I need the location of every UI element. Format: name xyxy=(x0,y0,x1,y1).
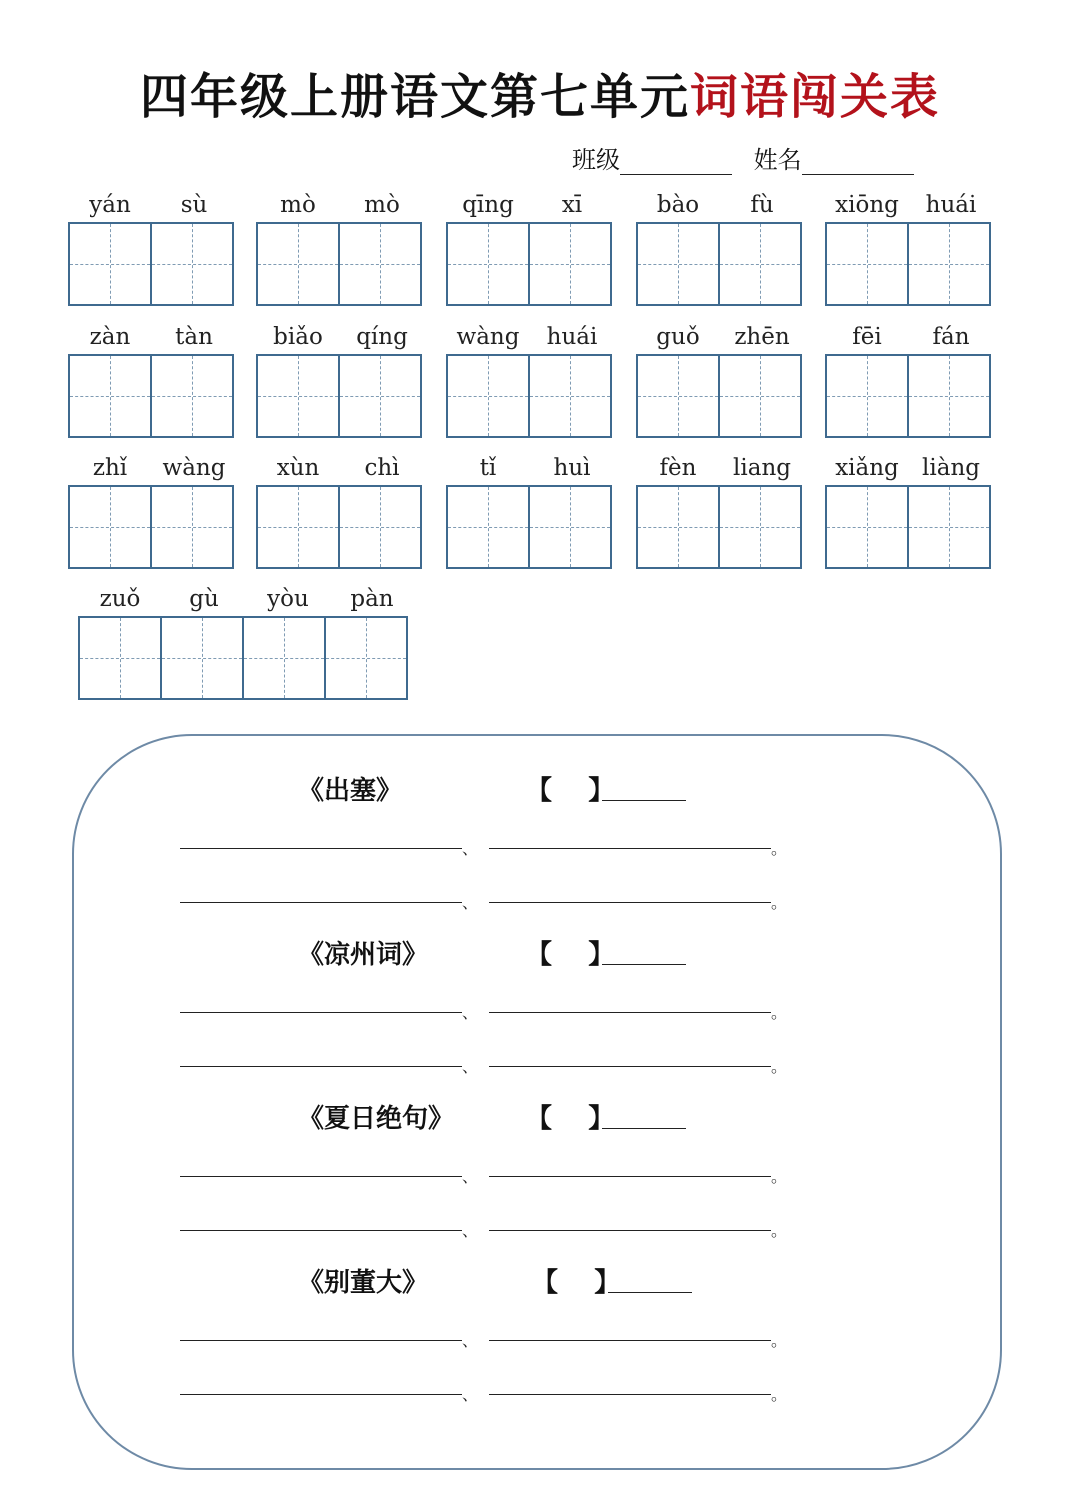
pinyin-row xyxy=(256,455,424,485)
tianzige-box[interactable] xyxy=(256,222,340,306)
tianzige-box[interactable] xyxy=(528,485,612,569)
pinyin: mò xyxy=(280,192,316,218)
period-mark: 。 xyxy=(771,839,788,858)
answer-bracket[interactable]: 【 】 xyxy=(526,940,615,970)
word-item xyxy=(446,324,614,438)
word-item xyxy=(825,324,993,438)
tianzige-box[interactable] xyxy=(68,354,152,438)
verse-blank[interactable] xyxy=(489,1012,771,1013)
tianzige-box[interactable] xyxy=(68,222,152,306)
word-item xyxy=(68,455,236,569)
tianzige-box[interactable] xyxy=(338,222,422,306)
tianzige-box[interactable] xyxy=(150,485,234,569)
word-item xyxy=(825,455,993,569)
pinyin-row xyxy=(68,192,236,222)
word-item xyxy=(256,192,424,306)
answer-bracket[interactable]: 【 】 xyxy=(526,1104,615,1134)
word-item xyxy=(825,192,993,306)
pinyin: tàn xyxy=(175,324,213,350)
tianzige-box[interactable] xyxy=(446,485,530,569)
pinyin: biǎo xyxy=(273,324,323,350)
word-item xyxy=(78,586,414,700)
pinyin: xùn xyxy=(276,455,320,481)
tianzige-box[interactable] xyxy=(825,354,909,438)
writing-boxes xyxy=(68,485,236,569)
pinyin: gù xyxy=(189,586,219,612)
word-item xyxy=(636,324,804,438)
pinyin: pàn xyxy=(350,586,394,612)
word-item xyxy=(256,324,424,438)
comma-mark: 、 xyxy=(462,1221,479,1240)
answer-bracket[interactable]: 【 】 xyxy=(532,1268,621,1298)
pinyin: tǐ xyxy=(479,455,497,481)
tianzige-box[interactable] xyxy=(825,222,909,306)
word-item xyxy=(636,192,804,306)
writing-boxes xyxy=(446,354,614,438)
pinyin-row xyxy=(256,324,424,354)
title-main: 四年级上册语文第七单元 xyxy=(139,69,690,125)
pinyin-row xyxy=(78,586,414,616)
tianzige-box[interactable] xyxy=(718,354,802,438)
writing-boxes xyxy=(256,485,424,569)
name-label: 姓名 xyxy=(753,146,802,174)
tianzige-box[interactable] xyxy=(446,354,530,438)
pinyin: zhēn xyxy=(734,324,790,350)
comma-mark: 、 xyxy=(462,893,479,912)
tianzige-box[interactable] xyxy=(528,354,612,438)
verse-blank[interactable] xyxy=(489,1230,771,1231)
period-mark: 。 xyxy=(771,1003,788,1022)
verse-blank[interactable] xyxy=(489,1176,771,1177)
writing-boxes xyxy=(825,354,993,438)
pinyin: guǒ xyxy=(656,324,700,350)
writing-boxes xyxy=(825,485,993,569)
tianzige-box[interactable] xyxy=(78,616,162,700)
period-mark: 。 xyxy=(771,1057,788,1076)
worksheet-title xyxy=(0,58,1080,127)
poem-title: 《出塞》 xyxy=(298,776,403,806)
word-item xyxy=(446,455,614,569)
tianzige-box[interactable] xyxy=(446,222,530,306)
tianzige-box[interactable] xyxy=(256,485,340,569)
pinyin: xī xyxy=(561,192,583,218)
pinyin: huì xyxy=(553,455,591,481)
tianzige-box[interactable] xyxy=(324,616,408,700)
verse-blank[interactable] xyxy=(489,1066,771,1067)
verse-blank[interactable] xyxy=(489,902,771,903)
verse-blank[interactable] xyxy=(180,1340,462,1341)
tianzige-box[interactable] xyxy=(907,485,991,569)
tianzige-box[interactable] xyxy=(528,222,612,306)
name-blank[interactable] xyxy=(802,148,914,175)
comma-mark: 、 xyxy=(462,1057,479,1076)
pinyin: liàng xyxy=(922,455,980,481)
pinyin: qīng xyxy=(462,192,514,218)
poem-title: 《凉州词》 xyxy=(298,940,429,970)
pinyin-row xyxy=(446,324,614,354)
author-blank[interactable] xyxy=(602,964,686,965)
pinyin: fù xyxy=(750,192,774,218)
author-blank[interactable] xyxy=(602,1128,686,1129)
tianzige-box[interactable] xyxy=(718,222,802,306)
answer-bracket[interactable]: 【 】 xyxy=(526,776,615,806)
writing-boxes xyxy=(446,222,614,306)
writing-boxes xyxy=(68,354,236,438)
tianzige-box[interactable] xyxy=(150,222,234,306)
verse-blank[interactable] xyxy=(180,1012,462,1013)
writing-boxes xyxy=(68,222,236,306)
tianzige-box[interactable] xyxy=(636,485,720,569)
pinyin: wàng xyxy=(456,324,520,350)
writing-boxes xyxy=(636,354,804,438)
pinyin: zhǐ xyxy=(92,455,128,481)
writing-boxes xyxy=(78,616,414,700)
pinyin: qíng xyxy=(356,324,408,350)
pinyin-row xyxy=(68,324,236,354)
pinyin: fán xyxy=(932,324,970,350)
pinyin: sù xyxy=(180,192,208,218)
tianzige-box[interactable] xyxy=(907,354,991,438)
verse-blank[interactable] xyxy=(489,848,771,849)
tianzige-box[interactable] xyxy=(636,354,720,438)
pinyin: yán xyxy=(89,192,131,218)
word-item xyxy=(68,324,236,438)
pinyin: zàn xyxy=(89,324,131,350)
pinyin: bào xyxy=(656,192,700,218)
tianzige-box[interactable] xyxy=(256,354,340,438)
pinyin: zuǒ xyxy=(99,586,141,612)
pinyin: fèn xyxy=(659,455,697,481)
verse-blank[interactable] xyxy=(489,1394,771,1395)
verse-blank[interactable] xyxy=(180,902,462,903)
period-mark: 。 xyxy=(771,1167,788,1186)
pinyin-row xyxy=(636,455,804,485)
tianzige-box[interactable] xyxy=(338,354,422,438)
pinyin-row xyxy=(446,455,614,485)
pinyin-row xyxy=(636,324,804,354)
tianzige-box[interactable] xyxy=(150,354,234,438)
verse-blank[interactable] xyxy=(180,1394,462,1395)
comma-mark: 、 xyxy=(462,839,479,858)
tianzige-box[interactable] xyxy=(338,485,422,569)
word-item xyxy=(636,455,804,569)
tianzige-box[interactable] xyxy=(636,222,720,306)
word-item xyxy=(446,192,614,306)
pinyin-row xyxy=(256,192,424,222)
verse-blank[interactable] xyxy=(180,1176,462,1177)
pinyin: liang xyxy=(733,455,791,481)
verse-blank[interactable] xyxy=(489,1340,771,1341)
period-mark: 。 xyxy=(771,1331,788,1350)
verse-blank[interactable] xyxy=(180,1066,462,1067)
pinyin: huái xyxy=(925,192,977,218)
word-item xyxy=(68,192,236,306)
pinyin-row xyxy=(636,192,804,222)
writing-boxes xyxy=(636,222,804,306)
pinyin: huái xyxy=(546,324,598,350)
tianzige-box[interactable] xyxy=(825,485,909,569)
comma-mark: 、 xyxy=(462,1003,479,1022)
tianzige-box[interactable] xyxy=(160,616,244,700)
class-blank[interactable] xyxy=(620,148,732,175)
author-blank[interactable] xyxy=(608,1292,692,1293)
comma-mark: 、 xyxy=(462,1331,479,1350)
pinyin: yòu xyxy=(267,586,309,612)
poem-title: 《夏日绝句》 xyxy=(298,1104,455,1134)
pinyin-row xyxy=(825,324,993,354)
writing-boxes xyxy=(256,222,424,306)
verse-blank[interactable] xyxy=(180,1230,462,1231)
tianzige-box[interactable] xyxy=(907,222,991,306)
tianzige-box[interactable] xyxy=(718,485,802,569)
writing-boxes xyxy=(825,222,993,306)
period-mark: 。 xyxy=(771,1385,788,1404)
writing-boxes xyxy=(636,485,804,569)
pinyin-row xyxy=(446,192,614,222)
pinyin-row xyxy=(68,455,236,485)
pinyin-row xyxy=(825,192,993,222)
pinyin: wàng xyxy=(162,455,226,481)
pinyin: xiōng xyxy=(835,192,899,218)
writing-boxes xyxy=(256,354,424,438)
pinyin: xiǎng xyxy=(835,455,899,481)
class-label: 班级 xyxy=(572,146,620,174)
writing-boxes xyxy=(446,485,614,569)
period-mark: 。 xyxy=(771,1221,788,1240)
comma-mark: 、 xyxy=(462,1167,479,1186)
verse-blank[interactable] xyxy=(180,848,462,849)
pinyin: fēi xyxy=(852,324,882,350)
pinyin: chì xyxy=(364,455,400,481)
word-item xyxy=(256,455,424,569)
tianzige-box[interactable] xyxy=(68,485,152,569)
tianzige-box[interactable] xyxy=(242,616,326,700)
title-highlight: 词语闯关表 xyxy=(690,69,941,125)
poem-title: 《别董大》 xyxy=(298,1268,429,1298)
class-name-line xyxy=(572,140,914,175)
author-blank[interactable] xyxy=(602,800,686,801)
pinyin: mò xyxy=(364,192,400,218)
comma-mark: 、 xyxy=(462,1385,479,1404)
pinyin-row xyxy=(825,455,993,485)
period-mark: 。 xyxy=(771,893,788,912)
